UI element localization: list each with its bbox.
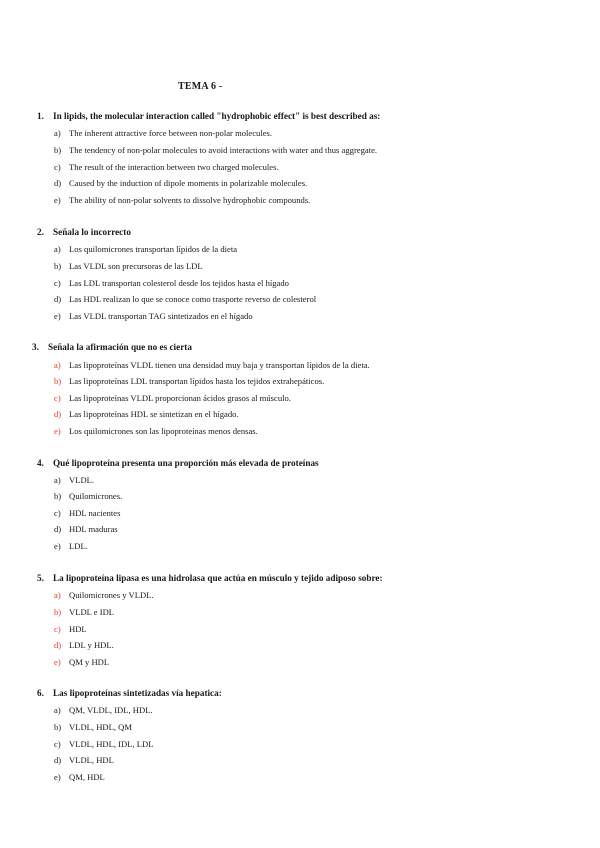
option-letter: a) (54, 590, 61, 600)
option-letter: c) (54, 739, 61, 749)
option-letter: a) (54, 360, 61, 370)
option-text: LDL y HDL. (69, 640, 114, 650)
option-letter: d) (54, 755, 62, 765)
option-letter: a) (54, 128, 61, 138)
option-letter: d) (54, 409, 62, 419)
option-text: QM, VLDL, IDL, HDL. (69, 705, 153, 715)
question-text: Las lipoproteínas sintetizadas vía hepatica: (53, 688, 222, 698)
option-letter: e) (54, 541, 61, 551)
question-number: 6. (37, 688, 44, 698)
option-letter: c) (54, 393, 61, 403)
option-letter: a) (54, 244, 61, 254)
option-letter: e) (54, 657, 61, 667)
option-text: Las lipoproteínas VLDL tienen una densidad muy baja y transportan lípidos de la dieta. (69, 360, 370, 370)
option-text: The inherent attractive force between non-polar molecules. (69, 128, 273, 138)
option-text: QM, HDL (69, 772, 105, 782)
option-text: VLDL, HDL (69, 755, 114, 765)
question-3-heading (32, 342, 192, 352)
option-letter: d) (54, 178, 62, 188)
option-text: VLDL, HDL, IDL, LDL (69, 739, 154, 749)
option-letter: c) (54, 278, 61, 288)
option-text: Quilomicrones. (69, 491, 123, 501)
option-text: HDL nacientes (69, 508, 121, 518)
option-letter: b) (54, 261, 62, 271)
option-letter: a) (54, 475, 61, 485)
option-text: HDL maduras (69, 524, 118, 534)
option-text: VLDL e IDL (69, 607, 115, 617)
option-text: Las lipoproteínas LDL transportan lípidos hasta los tejidos extrahepáticos. (69, 376, 325, 386)
question-text: In lipids, the molecular interaction called "hydrophobic effect" is best described as: (53, 111, 381, 121)
option-text: Quilomicrones y VLDL. (69, 590, 154, 600)
option-letter: b) (54, 145, 62, 155)
option-text: The ability of non-polar solvents to dissolve hydrophobic compounds. (69, 195, 311, 205)
option-letter: b) (54, 607, 62, 617)
question-text: Señala la afirmación que no es cierta (48, 342, 192, 352)
question-5-heading (37, 573, 383, 583)
option-text: Las LDL transportan colesterol desde los tejidos hasta el hígado (69, 278, 289, 288)
question-number: 3. (32, 342, 39, 352)
option-letter: b) (54, 376, 62, 386)
option-text: VLDL. (69, 475, 95, 485)
option-text: LDL. (69, 541, 88, 551)
option-text: The result of the interaction between two charged molecules. (69, 162, 279, 172)
option-text: Caused by the induction of dipole moments in polarizable molecules. (69, 178, 308, 188)
option-letter: e) (54, 195, 61, 205)
question-4-heading (37, 458, 319, 468)
option-text: Las lipoproteínas VLDL proporcionan ácidos grasos al músculo. (69, 393, 291, 403)
option-letter: c) (54, 508, 61, 518)
question-number: 4. (37, 458, 44, 468)
option-text: Los quilomicrones transportan lípidos de la dieta (69, 244, 238, 254)
option-letter: e) (54, 311, 61, 321)
question-1-heading (37, 111, 380, 121)
option-text: Las VLDL son precursoras de las LDL (69, 261, 203, 271)
question-text: Qué lipoproteína presenta una proporción más elevada de proteínas (53, 458, 319, 468)
option-letter: d) (54, 524, 62, 534)
option-text: Las VLDL transportan TAG sintetizados en el hígado (69, 311, 253, 321)
option-letter: b) (54, 722, 62, 732)
option-text: Los quilomicrones son las lipoproteínas menos densas. (69, 426, 258, 436)
question-text: Señala lo incorrecto (53, 227, 131, 237)
option-letter: e) (54, 426, 61, 436)
question-text: La lipoproteína lipasa es una hidrolasa que actúa en músculo y tejido adiposo sobre: (53, 573, 383, 583)
option-letter: d) (54, 294, 62, 304)
question-2-heading (37, 227, 131, 237)
question-6-heading (37, 688, 222, 698)
question-number: 5. (37, 573, 44, 583)
option-letter: a) (54, 705, 61, 715)
option-letter: e) (54, 772, 61, 782)
option-letter: c) (54, 162, 61, 172)
option-text: Las HDL realizan lo que se conoce como trasporte reverso de colesterol (69, 294, 317, 304)
option-letter: b) (54, 491, 62, 501)
option-letter: c) (54, 624, 61, 634)
option-text: VLDL, HDL, QM (69, 722, 133, 732)
option-letter: d) (54, 640, 62, 650)
option-text: The tendency of non-polar molecules to avoid interactions with water and thus aggregate. (69, 145, 378, 155)
option-text: Las lipoproteínas HDL se sintetizan en el hígado. (69, 409, 239, 419)
option-text: HDL (69, 624, 87, 634)
question-number: 1. (37, 111, 44, 121)
option-text: QM y HDL (69, 657, 110, 667)
page-title: TEMA 6 - (178, 81, 223, 92)
question-number: 2. (37, 227, 44, 237)
